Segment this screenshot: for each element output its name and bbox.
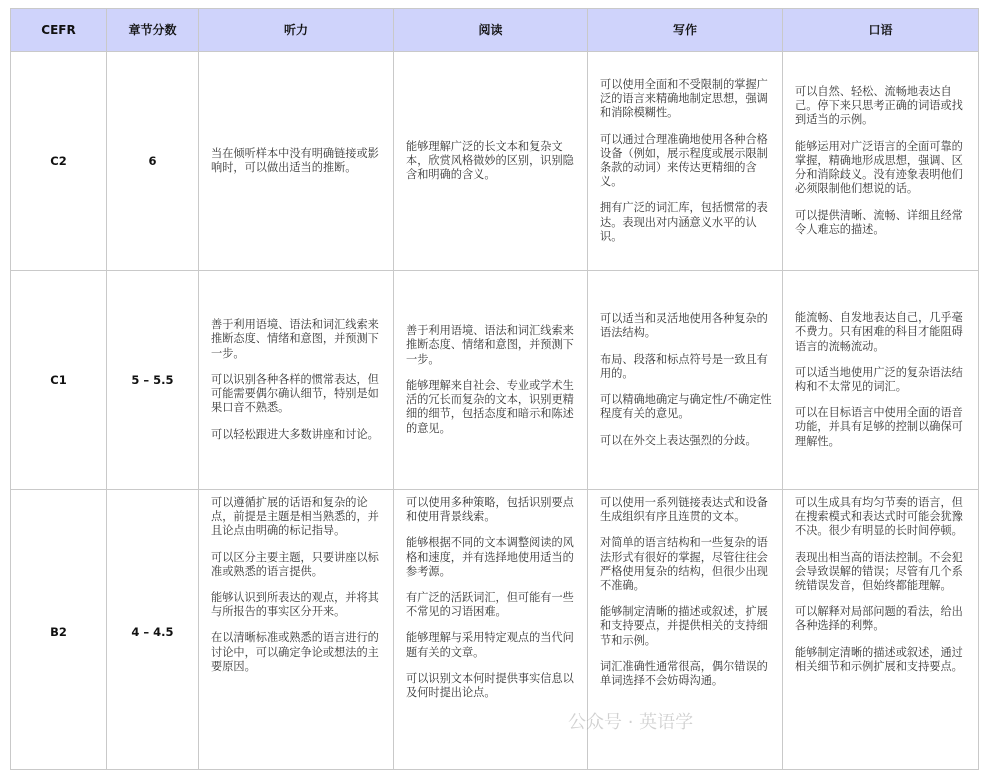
- descriptor: 能够根据不同的文本调整阅读的风格和速度，并有选择地使用适当的参考源。: [406, 536, 574, 578]
- table-row-b2: [11, 490, 979, 770]
- table-row-c2: [11, 52, 979, 271]
- descriptor: 可以适当地使用广泛的复杂语法结构和不太常见的词汇。: [795, 365, 963, 393]
- watermark: 公众号 · 英语学: [568, 712, 694, 733]
- cefr-ielts-table: [10, 8, 979, 770]
- descriptor: 可以自然、轻松、流畅地表达自己。停下来只思考正确的词语或找到适当的示例。: [795, 85, 963, 127]
- descriptor: 善于利用语境、语法和词汇线索来推断态度、情绪和意图，并预测下一步。: [406, 324, 574, 366]
- descriptor: 可以在外交上表达强烈的分歧。: [600, 433, 757, 447]
- header-cefr: CEFR: [11, 9, 107, 52]
- descriptor: 可以精确地确定与确定性/不确定性程度有关的意见。: [600, 393, 772, 421]
- descriptor: 可以适当和灵活地使用各种复杂的语法结构。: [600, 312, 768, 340]
- descriptor: 对简单的语言结构和一些复杂的语法形式有很好的掌握，尽管往往会严格使用复杂的结构，但很少出现不准确。: [600, 536, 768, 593]
- descriptor: 可以生成具有均匀节奏的语言，但在搜索模式和表达式时可能会犹豫不决。很少有明显的长时间停顿。: [795, 496, 963, 538]
- band-score: 5 – 5.5: [107, 271, 199, 490]
- descriptor: 可以区分主要主题，只要讲座以标准或熟悉的语言提供。: [211, 550, 379, 578]
- descriptor: 能够制定清晰的描述或叙述，扩展和支持要点，并提供相关的支持细节和示例。: [600, 605, 768, 647]
- reading-cell: [394, 490, 588, 770]
- descriptor: 能够制定清晰的描述或叙述，通过相关细节和示例扩展和支持要点。: [795, 645, 963, 673]
- descriptor: 可以遵循扩展的话语和复杂的论点，前提是主题是相当熟悉的，并且论点由明确的标记指导。: [211, 496, 379, 538]
- descriptor: 能够认识到所表达的观点，并将其与所报告的事实区分开来。: [211, 591, 379, 619]
- descriptor: 能够理解与采用特定观点的当代问题有关的文章。: [406, 631, 574, 659]
- descriptor: 可以使用多种策略，包括识别要点和使用背景线索。: [406, 496, 574, 524]
- descriptor: 可以识别文本何时提供事实信息以及何时提出论点。: [406, 671, 574, 700]
- descriptor: 表现出相当高的语法控制。不会犯会导致误解的错误；尽管有几个系统错误发音，但始终都能理解。: [795, 550, 963, 593]
- descriptor: 可以使用一系列链接表达式和设备生成组织有序且连贯的文本。: [600, 496, 768, 524]
- descriptor: 可以使用全面和不受限制的掌握广泛的语言来精确地制定思想，强调和消除模糊性。: [600, 77, 768, 120]
- descriptor: 能够理解来自社会、专业或学术生活的冗长而复杂的文本，识别更精细的细节，包括态度和暗示和陈述的意见。: [406, 378, 574, 435]
- descriptor: 能够理解广泛的长文本和复杂文本，欣赏风格微妙的区别，识别隐含和明确的含义。: [406, 139, 574, 182]
- descriptor: 可以提供清晰、流畅、详细且经常令人难忘的描述。: [795, 208, 963, 236]
- speaking-cell: [783, 271, 979, 490]
- table-row-c1: [11, 271, 979, 490]
- writing-cell: [588, 52, 783, 271]
- listening-cell: [199, 490, 394, 770]
- listening-cell: [199, 52, 394, 271]
- cefr-level: B2: [11, 490, 107, 770]
- descriptor: 可以轻松跟进大多数讲座和讨论。: [211, 427, 379, 441]
- header-writing: 写作: [588, 9, 783, 52]
- descriptor: 当在倾听样本中没有明确链接或影响时，可以做出适当的推断。: [211, 146, 379, 174]
- speaking-cell: [783, 52, 979, 271]
- band-score: 4 – 4.5: [107, 490, 199, 770]
- descriptor: 可以识别各种各样的惯常表达，但可能需要偶尔确认细节，特别是如果口音不熟悉。: [211, 372, 379, 415]
- descriptor: 善于利用语境、语法和词汇线索来推断态度、情绪和意图，并预测下一步。: [211, 318, 379, 360]
- speaking-cell: [783, 490, 979, 770]
- header-listening: 听力: [199, 9, 394, 52]
- descriptor: 可以在目标语言中使用全面的语音功能，并具有足够的控制以确保可理解性。: [795, 406, 963, 448]
- listening-cell: [199, 271, 394, 490]
- header-reading: 阅读: [394, 9, 588, 52]
- header-row: [11, 9, 979, 52]
- reading-cell: [394, 271, 588, 490]
- header-speaking: 口语: [783, 9, 979, 52]
- reading-cell: [394, 52, 588, 271]
- writing-cell: [588, 271, 783, 490]
- descriptor: 可以解释对局部问题的看法，给出各种选择的利弊。: [795, 605, 963, 633]
- descriptor: 布局、段落和标点符号是一致且有用的。: [600, 352, 768, 380]
- descriptor: 能流畅、自发地表达自己，几乎毫不费力。只有困难的科目才能阻碍语言的流畅流动。: [795, 311, 963, 353]
- header-score: 章节分数: [107, 9, 199, 52]
- descriptor: 词汇准确性通常很高，偶尔错误的单词选择不会妨碍沟通。: [600, 659, 768, 688]
- descriptor: 有广泛的活跃词汇，但可能有一些不常见的习语困难。: [406, 591, 574, 619]
- cefr-level: C2: [11, 52, 107, 271]
- descriptor: 拥有广泛的词汇库，包括惯常的表达。表现出对内涵意义水平的认识。: [600, 201, 768, 243]
- descriptor: 能够运用对广泛语言的全面可靠的掌握，精确地形成思想，强调、区分和消除歧义。没有迹象表明他们必须限制他们想说的话。: [795, 139, 963, 196]
- descriptor: 可以通过合理准确地使用各种合格设备（例如，展示程度或展示限制条款的动词）来传达更精细的含义。: [600, 132, 768, 189]
- cefr-level: C1: [11, 271, 107, 490]
- band-score: 6: [107, 52, 199, 271]
- descriptor: 在以清晰标准或熟悉的语言进行的讨论中，可以确定争论或想法的主要原因。: [211, 631, 379, 673]
